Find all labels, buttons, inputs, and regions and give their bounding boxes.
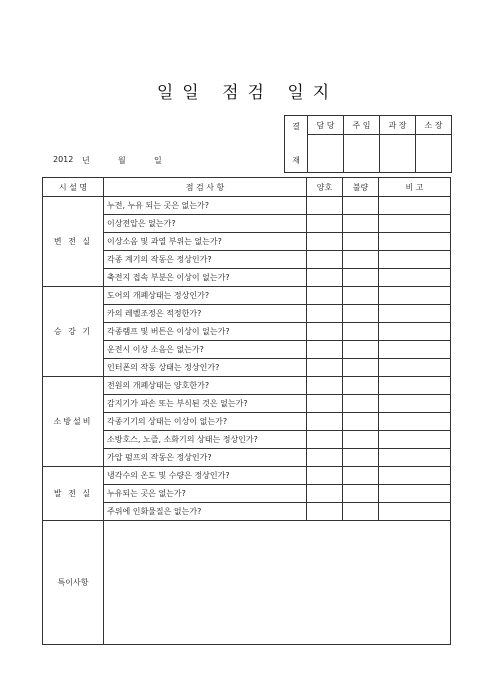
signature-cell[interactable] — [416, 135, 452, 173]
bad-check-cell[interactable] — [343, 233, 379, 251]
notes-cell[interactable] — [379, 233, 451, 251]
notes-cell[interactable] — [379, 467, 451, 485]
bad-check-cell[interactable] — [343, 287, 379, 305]
col-notes: 비 고 — [379, 178, 451, 197]
bad-check-cell[interactable] — [343, 485, 379, 503]
notes-cell[interactable] — [379, 269, 451, 287]
good-check-cell[interactable] — [307, 251, 343, 269]
bad-check-cell[interactable] — [343, 377, 379, 395]
good-check-cell[interactable] — [307, 377, 343, 395]
role-header: 과 장 — [380, 116, 416, 135]
approval-label-top: 결 — [292, 122, 300, 131]
table-row — [43, 251, 451, 269]
bad-check-cell[interactable] — [343, 395, 379, 413]
date-year-unit: 년 — [82, 156, 90, 165]
good-check-cell[interactable] — [307, 413, 343, 431]
bad-check-cell[interactable] — [343, 341, 379, 359]
good-check-cell[interactable] — [307, 287, 343, 305]
table-row — [43, 233, 451, 251]
notes-cell[interactable] — [379, 377, 451, 395]
good-check-cell[interactable] — [307, 269, 343, 287]
check-item: 소방호스, 노즐, 소화기의 상태는 정상인가? — [104, 431, 307, 449]
good-check-cell[interactable] — [307, 341, 343, 359]
notes-cell[interactable] — [379, 431, 451, 449]
table-row — [43, 485, 451, 503]
facility-name: 소방설비 — [43, 377, 104, 467]
bad-check-cell[interactable] — [343, 251, 379, 269]
col-good: 양호 — [307, 178, 343, 197]
notes-cell[interactable] — [379, 359, 451, 377]
notes-cell[interactable] — [379, 413, 451, 431]
date-month-unit: 월 — [118, 156, 126, 165]
table-row — [43, 413, 451, 431]
facility-name: 승 강 기 — [43, 287, 104, 377]
check-item: 카의 레벨조정은 적정한가? — [104, 305, 307, 323]
signature-cell[interactable] — [344, 135, 380, 173]
good-check-cell[interactable] — [307, 323, 343, 341]
date-day-unit: 일 — [154, 156, 162, 165]
notes-cell[interactable] — [379, 449, 451, 467]
remarks-label: 특이사항 — [43, 521, 104, 645]
table-row — [43, 287, 451, 305]
bad-check-cell[interactable] — [343, 413, 379, 431]
good-check-cell[interactable] — [307, 431, 343, 449]
check-item: 누전, 누유 되는 곳은 없는가? — [104, 197, 307, 215]
role-header: 담 당 — [308, 116, 344, 135]
signature-cell[interactable] — [380, 135, 416, 173]
col-bad: 불량 — [343, 178, 379, 197]
good-check-cell[interactable] — [307, 359, 343, 377]
good-check-cell[interactable] — [307, 233, 343, 251]
notes-cell[interactable] — [379, 323, 451, 341]
notes-cell[interactable] — [379, 503, 451, 521]
check-item: 주위에 인화물질은 없는가? — [104, 503, 307, 521]
check-item: 축전지 접속 부분은 이상이 없는가? — [104, 269, 307, 287]
table-row — [43, 215, 451, 233]
check-item: 이상전압은 없는가? — [104, 215, 307, 233]
approval-label-bottom: 재 — [292, 156, 300, 165]
check-item: 각종 계기의 작동은 정상인가? — [104, 251, 307, 269]
signature-cell[interactable] — [308, 135, 344, 173]
table-row — [43, 269, 451, 287]
good-check-cell[interactable] — [307, 197, 343, 215]
check-item: 전원의 개폐상태는 양호한가? — [104, 377, 307, 395]
col-facility: 시 설 명 — [43, 178, 104, 197]
bad-check-cell[interactable] — [343, 467, 379, 485]
role-header: 소 장 — [416, 116, 452, 135]
approval-label — [285, 116, 308, 173]
check-item: 누유되는 곳은 없는가? — [104, 485, 307, 503]
notes-cell[interactable] — [379, 395, 451, 413]
check-item: 각종램프 및 버튼은 이상이 없는가? — [104, 323, 307, 341]
check-item: 도어의 개폐상태는 정상인가? — [104, 287, 307, 305]
check-item: 가압 펌프의 작동은 정상인가? — [104, 449, 307, 467]
approval-box — [284, 115, 452, 173]
bad-check-cell[interactable] — [343, 215, 379, 233]
notes-cell[interactable] — [379, 341, 451, 359]
good-check-cell[interactable] — [307, 503, 343, 521]
bad-check-cell[interactable] — [343, 503, 379, 521]
check-item: 각종기기의 상태는 이상이 없는가? — [104, 413, 307, 431]
notes-cell[interactable] — [379, 485, 451, 503]
bad-check-cell[interactable] — [343, 323, 379, 341]
bad-check-cell[interactable] — [343, 269, 379, 287]
col-items: 점 검 사 항 — [104, 178, 307, 197]
bad-check-cell[interactable] — [343, 197, 379, 215]
page-title: 일일 점검 일지 — [156, 83, 339, 103]
bad-check-cell[interactable] — [343, 359, 379, 377]
inspection-table — [42, 177, 451, 645]
check-item: 감지기가 파손 또는 부식된 것은 없는가? — [104, 395, 307, 413]
good-check-cell[interactable] — [307, 449, 343, 467]
good-check-cell[interactable] — [307, 215, 343, 233]
notes-cell[interactable] — [379, 305, 451, 323]
notes-cell[interactable] — [379, 215, 451, 233]
notes-cell[interactable] — [379, 251, 451, 269]
table-row — [43, 197, 451, 215]
table-row — [43, 341, 451, 359]
good-check-cell[interactable] — [307, 467, 343, 485]
check-item: 냉각수의 온도 및 수량은 정상인가? — [104, 467, 307, 485]
table-row — [43, 449, 451, 467]
bad-check-cell[interactable] — [343, 431, 379, 449]
role-header: 주 임 — [344, 116, 380, 135]
table-row — [43, 305, 451, 323]
check-item: 운전시 이상 소음은 없는가? — [104, 341, 307, 359]
facility-name: 발 전 실 — [43, 467, 104, 521]
bad-check-cell[interactable] — [343, 305, 379, 323]
good-check-cell[interactable] — [307, 305, 343, 323]
good-check-cell[interactable] — [307, 485, 343, 503]
table-row — [43, 431, 451, 449]
table-row — [43, 377, 451, 395]
table-row — [43, 503, 451, 521]
date-year: 2012 — [53, 155, 74, 164]
table-row — [43, 395, 451, 413]
table-row — [43, 467, 451, 485]
remarks-field[interactable] — [104, 521, 451, 645]
notes-cell[interactable] — [379, 287, 451, 305]
bad-check-cell[interactable] — [343, 449, 379, 467]
good-check-cell[interactable] — [307, 395, 343, 413]
notes-cell[interactable] — [379, 197, 451, 215]
table-row — [43, 359, 451, 377]
table-row — [43, 323, 451, 341]
facility-name: 변 전 실 — [43, 197, 104, 287]
check-item: 인터폰의 작동 상태는 정상인가? — [104, 359, 307, 377]
check-item: 이상소음 및 과열 부위는 없는가? — [104, 233, 307, 251]
